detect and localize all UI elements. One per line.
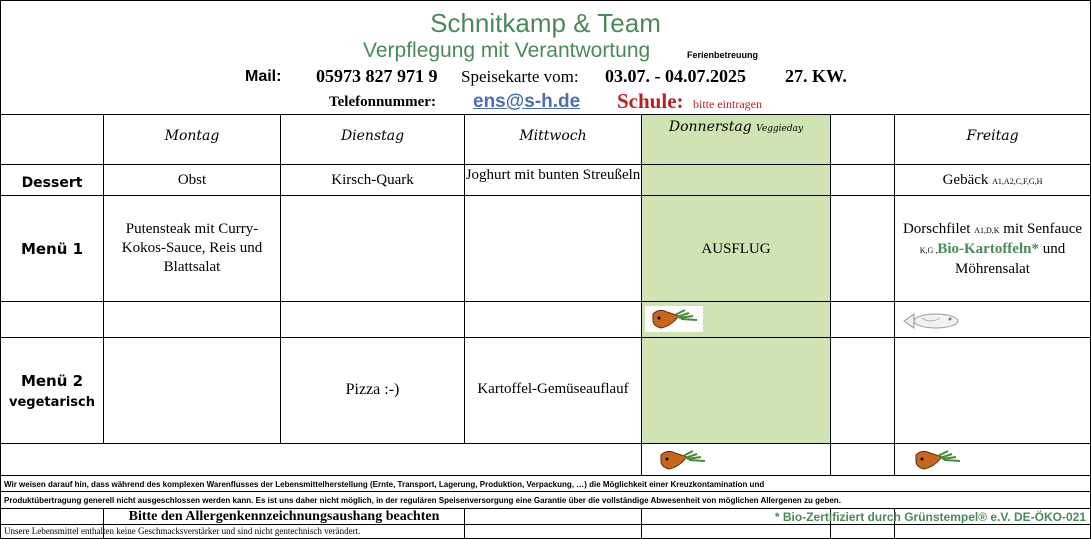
mail-label: Mail: bbox=[245, 68, 282, 85]
grid-line bbox=[0, 301, 1091, 302]
schule-hint[interactable]: bitte eintragen bbox=[693, 97, 762, 111]
menu1-freitag-allergens-a: A1,D,K bbox=[974, 226, 1000, 235]
row-label-dessert: Dessert bbox=[21, 175, 83, 191]
menu1-freitag-allergens-b: K,G , bbox=[919, 246, 938, 255]
grid-line bbox=[641, 508, 642, 539]
dessert-mittwoch: Joghurt mit bunten Streußeln bbox=[465, 167, 641, 183]
carrot-icon bbox=[653, 447, 713, 471]
veggieday-tag: Veggieday bbox=[756, 124, 804, 134]
menu1-montag: Putensteak mit Curry-Kokos-Sauce, Reis und Blattsalat bbox=[121, 221, 263, 275]
grid-line bbox=[641, 114, 642, 476]
grid-line bbox=[0, 337, 1091, 338]
carrot-icon bbox=[645, 306, 703, 332]
grid-line bbox=[0, 0, 1091, 1]
dessert-dienstag: Kirsch-Quark bbox=[331, 172, 414, 188]
grid-line bbox=[0, 491, 1091, 492]
bio-certification: * Bio-Zertifiziert durch Grünstempel® e.V. DE-ÖKO-021 bbox=[774, 510, 1086, 524]
disclaimer-line2: Produktübertragung generell nicht ausgeschlossen werden kann. Es ist uns daher nicht möglich, in der regulären Speisenversorgung eine Garantie über die vollständige Abwesenheit von möglichen Allergenen zu geben. bbox=[4, 496, 841, 505]
ferien-label: Ferienbetreuung bbox=[687, 50, 759, 60]
disclaimer-line1: Wir weisen darauf hin, dass während des komplexen Warenflusses der Lebensmittelherstellung (Ernte, Transport, Lagerung, Produktion, Verpackung, …) die Möglichkeit einer Kreuzkontamination und bbox=[4, 480, 765, 489]
menu1-freitag-line2 bbox=[895, 240, 1090, 260]
company-title: Schnitkamp & Team bbox=[430, 8, 661, 38]
telefon-label: Telefonnummer: bbox=[329, 94, 436, 110]
phone-number: 05973 827 971 9 bbox=[316, 66, 438, 86]
allergen-hint: Bitte den Allergenkennzeichnungsaushang beachten bbox=[128, 509, 440, 524]
grid-line bbox=[0, 164, 1091, 165]
grid-line bbox=[0, 0, 1, 539]
grid-line bbox=[464, 508, 465, 539]
schule-label: Schule: bbox=[617, 89, 684, 113]
menu1-freitag bbox=[895, 220, 1090, 279]
row-label-menu2: Menü 2 bbox=[20, 372, 84, 390]
menu2-mittwoch: Kartoffel-Gemüseauflauf bbox=[477, 381, 629, 397]
menu1-freitag-sauce: mit Senfauce bbox=[1003, 221, 1083, 237]
menu1-donnerstag: AUSFLUG bbox=[701, 241, 771, 257]
dessert-montag: Obst bbox=[177, 172, 207, 188]
grid-line bbox=[0, 443, 1091, 444]
grid-line bbox=[0, 114, 1091, 115]
donnerstag-label: Donnerstag bbox=[668, 119, 752, 135]
grid-line bbox=[894, 114, 895, 476]
calendar-week: 27. KW. bbox=[785, 66, 847, 86]
grid-line bbox=[0, 475, 1091, 476]
menu1-freitag-line1 bbox=[895, 220, 1090, 240]
menu2-dienstag: Pizza :-) bbox=[345, 381, 400, 398]
menu1-freitag-side: Möhrensalat bbox=[955, 261, 1030, 277]
day-header-freitag: Freitag bbox=[966, 128, 1019, 144]
carrot-icon bbox=[908, 447, 968, 471]
day-header-mittwoch: Mittwoch bbox=[519, 128, 587, 144]
company-subtitle: Verpflegung mit Verantwortung bbox=[363, 39, 651, 62]
dessert-freitag bbox=[895, 171, 1090, 191]
grid-line bbox=[0, 195, 1091, 196]
day-header-donnerstag bbox=[642, 119, 830, 135]
no-additives-note: Unsere Lebensmittel enthalten keine Geschmacksverstärker und sind nicht gentechnisch verändert. bbox=[4, 526, 361, 536]
row-label-menu2-sub: vegetarisch bbox=[9, 395, 95, 410]
menu1-freitag-dish: Dorschfilet bbox=[902, 221, 971, 237]
dessert-freitag-text: Gebäck bbox=[942, 172, 989, 188]
grid-line bbox=[830, 114, 831, 476]
email-link[interactable]: ens@s-h.de bbox=[473, 91, 581, 112]
date-range: 03.07. - 04.07.2025 bbox=[605, 66, 746, 86]
menu1-freitag-bio: Bio-Kartoffeln* bbox=[937, 241, 1039, 257]
day-header-dienstag: Dienstag bbox=[340, 128, 405, 144]
menu1-freitag-and: und bbox=[1042, 241, 1066, 257]
day-header-montag: Montag bbox=[164, 128, 220, 144]
dessert-freitag-allergens: A1,A2,C,F,G,H bbox=[992, 177, 1043, 186]
fish-icon bbox=[900, 310, 960, 332]
speisekarte-label: Speisekarte vom: bbox=[461, 67, 579, 86]
row-label-menu1: Menü 1 bbox=[20, 240, 84, 258]
